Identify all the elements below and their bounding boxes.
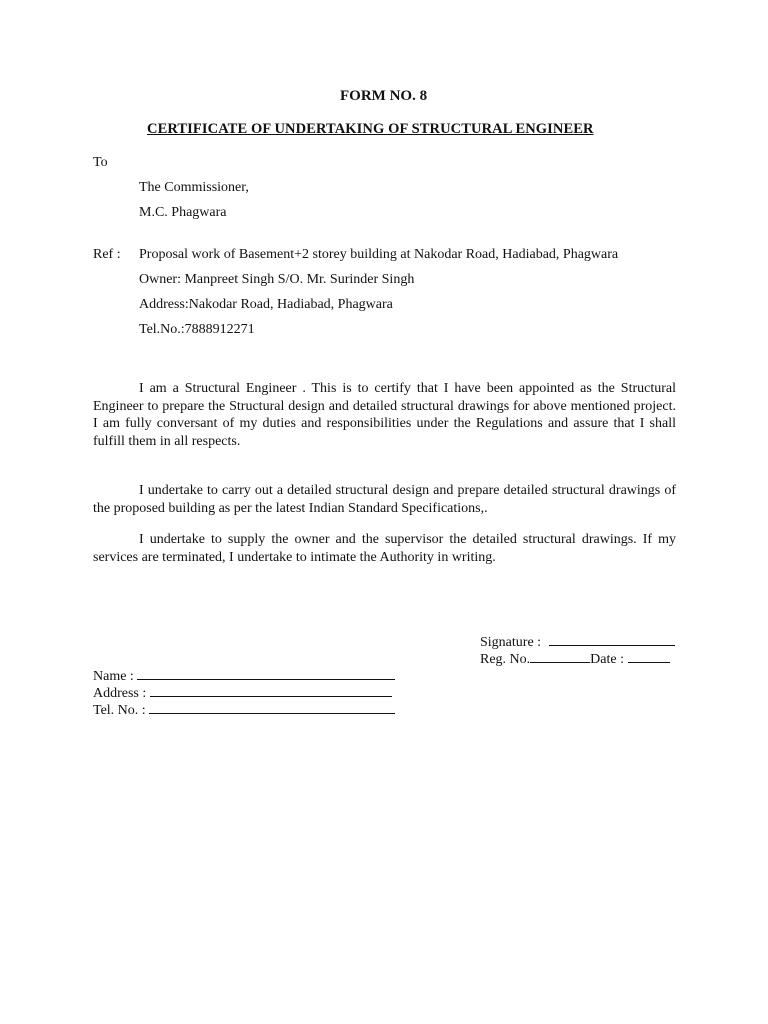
date-blank[interactable] [628, 649, 670, 663]
tel-blank[interactable] [149, 700, 395, 714]
signature-label: Signature : [480, 635, 542, 650]
reg-no-blank[interactable] [530, 649, 590, 663]
tel-label: Tel. No. : [93, 703, 146, 718]
addressee-line-1: The Commissioner, [139, 180, 249, 195]
date-label: Date : [590, 652, 624, 667]
address-blank[interactable] [150, 683, 392, 697]
ref-label: Ref : [93, 247, 121, 262]
reg-no-label: Reg. No. [480, 652, 531, 667]
certificate-heading: CERTIFICATE OF UNDERTAKING OF STRUCTURAL ENGINEER [147, 121, 594, 137]
tel-row [93, 700, 395, 719]
addressee-line-2: M.C. Phagwara [139, 205, 227, 220]
paragraph-1-text: I am a Structural Engineer . This is to certify that I have been appointed as the Structural Engineer to prepare the Structural design and detailed structural drawings for above mentioned project. I am fully conversant of my duties and responsibilities under the Regulations and assure that I shall fulfill them in all respects. [93, 381, 676, 449]
paragraph-2-text: I undertake to carry out a detailed structural design and prepare detailed structural drawings of the proposed building as per the latest Indian Standard Specifications,. [93, 483, 676, 516]
ref-address: Address:Nakodar Road, Hadiabad, Phagwara [139, 297, 393, 312]
to-label: To [93, 155, 108, 170]
paragraph-design-undertaking [93, 482, 676, 517]
reg-date-row [480, 649, 670, 668]
name-label: Name : [93, 669, 134, 684]
ref-owner: Owner: Manpreet Singh S/O. Mr. Surinder Singh [139, 272, 415, 287]
paragraph-3-text: I undertake to supply the owner and the supervisor the detailed structural drawings. If my services are terminated, I undertake to intimate the Authority in writing. [93, 532, 676, 565]
address-label: Address : [93, 686, 147, 701]
ref-tel: Tel.No.:7888912271 [139, 322, 255, 337]
ref-proposal: Proposal work of Basement+2 storey building at Nakodar Road, Hadiabad, Phagwara [139, 247, 619, 262]
paragraph-certification [93, 380, 676, 450]
signature-blank[interactable] [549, 632, 675, 646]
paragraph-drawings-undertaking [93, 531, 676, 566]
name-blank[interactable] [137, 666, 395, 680]
form-number: FORM NO. 8 [340, 88, 428, 104]
